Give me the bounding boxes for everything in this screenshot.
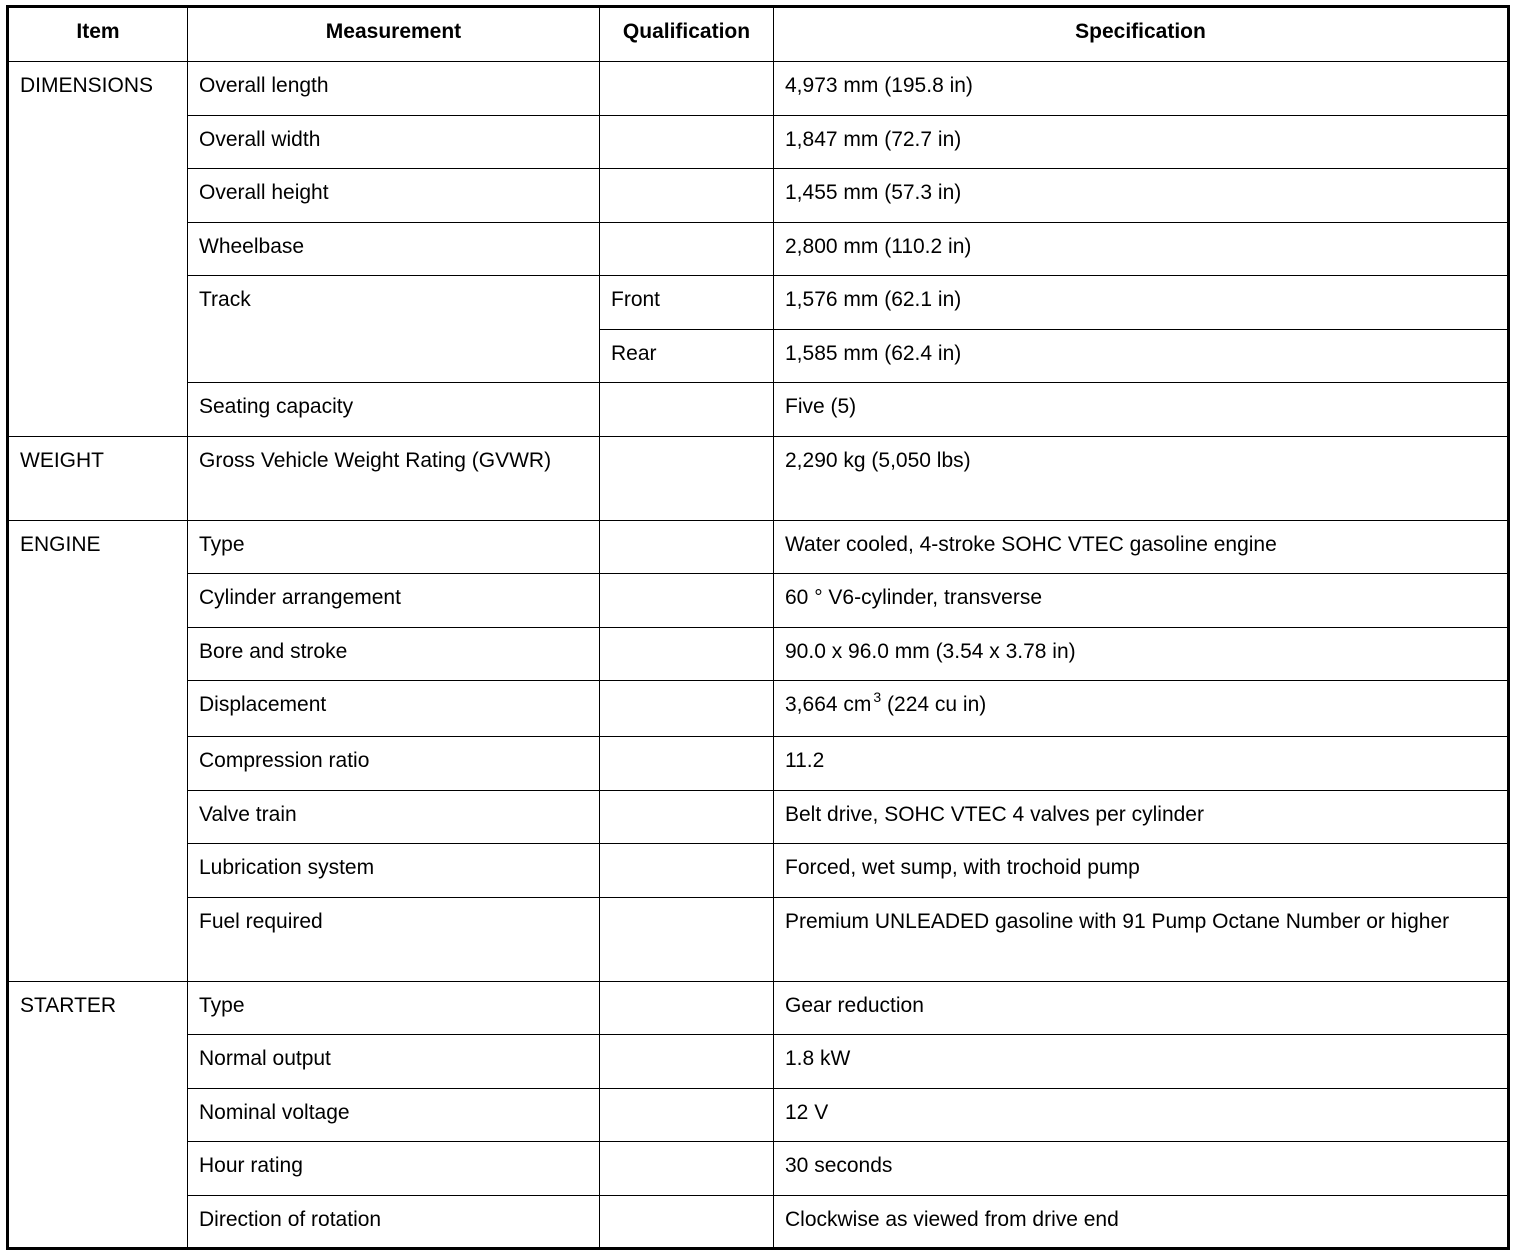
item-cell: DIMENSIONS	[8, 62, 188, 437]
displacement-imperial: (224 cu in)	[881, 693, 987, 716]
measurement-cell: Fuel required	[188, 897, 600, 981]
qualification-cell	[600, 222, 774, 276]
qualification-cell: Rear	[600, 329, 774, 383]
qualification-cell	[600, 169, 774, 223]
qualification-cell	[600, 436, 774, 520]
qualification-cell	[600, 1142, 774, 1196]
qualification-cell	[600, 681, 774, 737]
qualification-cell	[600, 790, 774, 844]
qualification-cell	[600, 574, 774, 628]
measurement-cell: Wheelbase	[188, 222, 600, 276]
table-row	[8, 790, 1509, 844]
specifications-table	[6, 5, 1510, 1250]
table-row	[8, 1195, 1509, 1249]
table-row	[8, 981, 1509, 1035]
specification-cell: 1,585 mm (62.4 in)	[774, 329, 1509, 383]
table-row	[8, 115, 1509, 169]
specification-cell: 11.2	[774, 737, 1509, 791]
measurement-cell: Type	[188, 520, 600, 574]
specification-cell: Belt drive, SOHC VTEC 4 valves per cylinder	[774, 790, 1509, 844]
qualification-cell	[600, 62, 774, 116]
specification-cell: Gear reduction	[774, 981, 1509, 1035]
measurement-cell: Bore and stroke	[188, 627, 600, 681]
table-row	[8, 574, 1509, 628]
measurement-cell: Track	[188, 276, 600, 383]
specification-cell: 12 V	[774, 1088, 1509, 1142]
qualification-cell	[600, 1088, 774, 1142]
specification-cell: Five (5)	[774, 383, 1509, 437]
table-row	[8, 222, 1509, 276]
specification-cell: 30 seconds	[774, 1142, 1509, 1196]
qualification-cell	[600, 627, 774, 681]
measurement-cell: Gross Vehicle Weight Rating (GVWR)	[188, 436, 600, 520]
qualification-cell	[600, 520, 774, 574]
specification-cell: Forced, wet sump, with trochoid pump	[774, 844, 1509, 898]
measurement-cell: Normal output	[188, 1035, 600, 1089]
specification-cell: 1.8 kW	[774, 1035, 1509, 1089]
measurement-cell: Nominal voltage	[188, 1088, 600, 1142]
item-cell: ENGINE	[8, 520, 188, 981]
table-row	[8, 627, 1509, 681]
specification-cell: Clockwise as viewed from drive end	[774, 1195, 1509, 1249]
measurement-cell: Displacement	[188, 681, 600, 737]
qualification-cell	[600, 897, 774, 981]
specification-cell: 90.0 x 96.0 mm (3.54 x 3.78 in)	[774, 627, 1509, 681]
header-specification: Specification	[774, 7, 1509, 62]
measurement-cell: Overall length	[188, 62, 600, 116]
specification-cell: 2,290 kg (5,050 lbs)	[774, 436, 1509, 520]
specification-cell: 4,973 mm (195.8 in)	[774, 62, 1509, 116]
specification-cell: 1,576 mm (62.1 in)	[774, 276, 1509, 330]
qualification-cell	[600, 1035, 774, 1089]
header-measurement: Measurement	[188, 7, 600, 62]
specification-cell: 1,455 mm (57.3 in)	[774, 169, 1509, 223]
measurement-cell: Lubrication system	[188, 844, 600, 898]
table-row	[8, 62, 1509, 116]
measurement-cell: Hour rating	[188, 1142, 600, 1196]
table-row	[8, 169, 1509, 223]
header-row	[8, 7, 1509, 62]
qualification-cell	[600, 737, 774, 791]
measurement-cell: Cylinder arrangement	[188, 574, 600, 628]
measurement-cell: Overall height	[188, 169, 600, 223]
specification-cell: 1,847 mm (72.7 in)	[774, 115, 1509, 169]
measurement-cell: Direction of rotation	[188, 1195, 600, 1249]
item-cell: STARTER	[8, 981, 188, 1249]
specification-cell: Water cooled, 4-stroke SOHC VTEC gasoline engine	[774, 520, 1509, 574]
measurement-cell: Seating capacity	[188, 383, 600, 437]
table-row	[8, 436, 1509, 520]
measurement-cell: Type	[188, 981, 600, 1035]
item-cell: WEIGHT	[8, 436, 188, 520]
table-row	[8, 681, 1509, 737]
header-item: Item	[8, 7, 188, 62]
header-qualification: Qualification	[600, 7, 774, 62]
measurement-cell: Compression ratio	[188, 737, 600, 791]
qualification-cell	[600, 981, 774, 1035]
table-row	[8, 276, 1509, 330]
qualification-cell	[600, 115, 774, 169]
qualification-cell	[600, 383, 774, 437]
table-row	[8, 520, 1509, 574]
table-row	[8, 897, 1509, 981]
qualification-cell: Front	[600, 276, 774, 330]
specification-cell: 2,800 mm (110.2 in)	[774, 222, 1509, 276]
table-row	[8, 1142, 1509, 1196]
table-row	[8, 383, 1509, 437]
measurement-cell: Valve train	[188, 790, 600, 844]
table-row	[8, 737, 1509, 791]
measurement-cell: Overall width	[188, 115, 600, 169]
table-row	[8, 1035, 1509, 1089]
superscript-three: 3	[873, 689, 882, 705]
specification-cell: Premium UNLEADED gasoline with 91 Pump Octane Number or higher	[774, 897, 1509, 981]
table-row	[8, 1088, 1509, 1142]
table-row	[8, 844, 1509, 898]
qualification-cell	[600, 844, 774, 898]
specification-cell: 60 ° V6-cylinder, transverse	[774, 574, 1509, 628]
displacement-value: 3,664 cm	[785, 693, 872, 716]
qualification-cell	[600, 1195, 774, 1249]
specification-cell	[774, 681, 1509, 737]
